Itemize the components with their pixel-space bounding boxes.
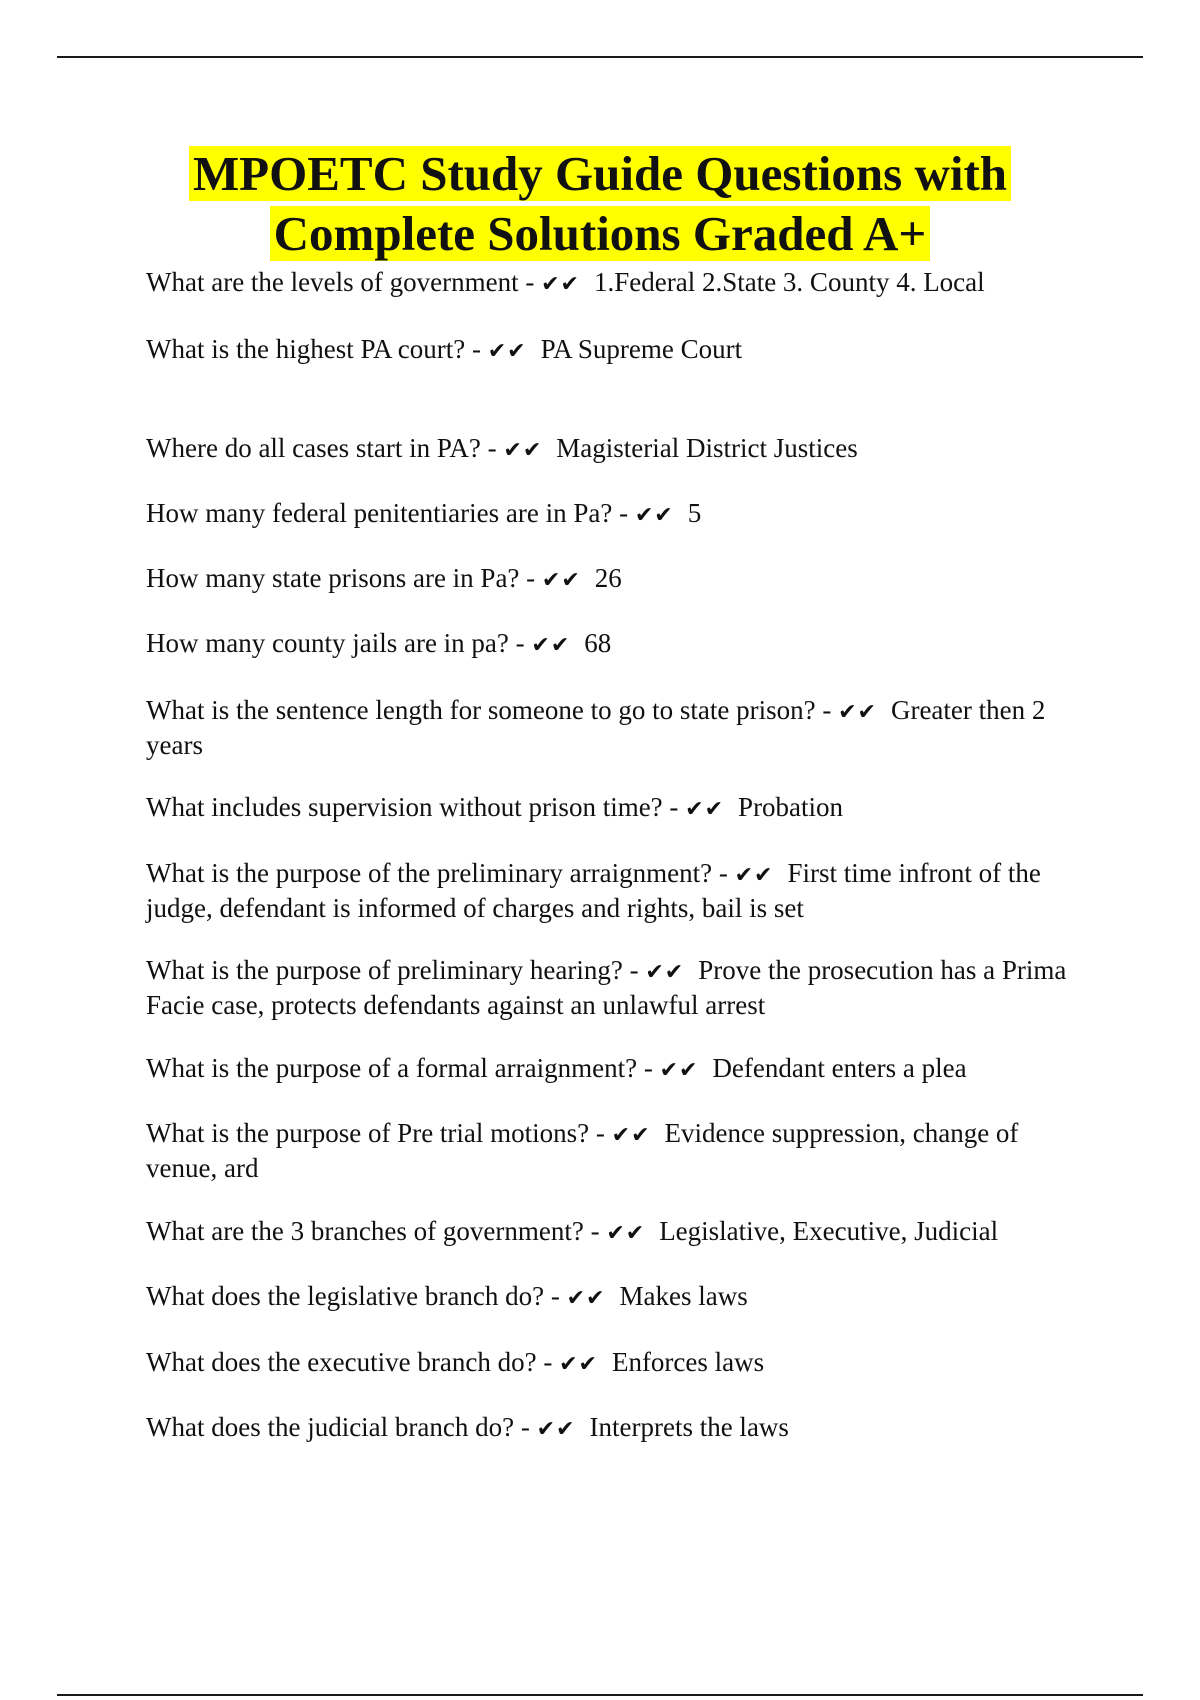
separator: -	[815, 695, 839, 725]
check-icon: ✔✔	[487, 339, 527, 364]
check-icon: ✔✔	[503, 438, 543, 463]
separator: -	[622, 955, 646, 985]
qa-item	[146, 1215, 1086, 1250]
answer-text: Magisterial District Justices	[556, 433, 858, 463]
question-text: What is the purpose of a formal arraignment?	[146, 1053, 638, 1083]
answer-text: 68	[584, 628, 612, 658]
check-icon: ✔✔	[611, 1123, 651, 1148]
qa-item	[146, 1052, 1086, 1087]
check-icon: ✔✔	[541, 272, 580, 297]
question-text: What is the purpose of preliminary hearing?	[146, 955, 623, 985]
question-text: What is the sentence length for someone to go to state prison?	[146, 695, 816, 725]
qa-item	[146, 1346, 1086, 1381]
answer-text: 5	[687, 498, 702, 528]
answer-text: Probation	[738, 792, 844, 822]
question-text: What does the judicial branch do?	[146, 1412, 515, 1442]
check-icon: ✔✔	[685, 797, 725, 822]
qa-item	[146, 1117, 1086, 1185]
qa-item	[146, 791, 1086, 826]
question-text: What is the purpose of the preliminary arraignment?	[146, 858, 713, 888]
question-text: How many state prisons are in Pa?	[146, 563, 520, 593]
qa-item	[146, 954, 1086, 1022]
answer-text: 1.Federal 2.State 3. County 4. Local	[593, 267, 985, 297]
qa-item	[146, 333, 1086, 368]
check-icon: ✔✔	[541, 568, 581, 593]
question-text: What is the highest PA court?	[146, 334, 466, 364]
question-text: What is the purpose of Pre trial motions?	[146, 1118, 590, 1148]
question-text: What does the executive branch do?	[146, 1347, 537, 1377]
top-rule	[57, 56, 1143, 58]
question-text: How many federal penitentiaries are in Pa?	[146, 498, 613, 528]
qa-item	[146, 432, 1086, 467]
answer-text: Enforces laws	[611, 1347, 765, 1377]
check-icon: ✔✔	[659, 1058, 699, 1083]
answer-text: Evidence suppression, change of venue, ard	[146, 1118, 1019, 1183]
separator: -	[536, 1347, 560, 1377]
check-icon: ✔✔	[645, 960, 685, 985]
title-line-2: Complete Solutions Graded A+	[270, 206, 931, 261]
question-text: How many county jails are in pa?	[146, 628, 509, 658]
answer-text: Interprets the laws	[589, 1412, 789, 1442]
question-text: Where do all cases start in PA?	[146, 433, 481, 463]
qa-item	[146, 1280, 1086, 1315]
answer-text: Defendant enters a plea	[712, 1053, 967, 1083]
bottom-rule	[57, 1694, 1143, 1696]
check-icon: ✔✔	[536, 1417, 576, 1442]
separator: -	[612, 498, 635, 528]
answer-text: Prove the prosecution has a Prima Facie case, protects defendants against an unlawful arrest	[146, 955, 1067, 1020]
question-text: What are the 3 branches of government?	[146, 1216, 584, 1246]
title-line-1: MPOETC Study Guide Questions with	[189, 146, 1011, 201]
question-text: What includes supervision without prison time?	[146, 792, 663, 822]
separator: -	[514, 1412, 537, 1442]
answer-text: 26	[594, 563, 622, 593]
check-icon: ✔✔	[838, 700, 877, 725]
check-icon: ✔✔	[559, 1352, 598, 1377]
separator: -	[589, 1118, 612, 1148]
qa-item	[146, 627, 1086, 662]
qa-item	[146, 266, 1086, 301]
check-icon: ✔✔	[634, 503, 674, 528]
answer-text: Greater then 2 years	[146, 695, 1046, 760]
qa-item	[146, 857, 1086, 925]
separator: -	[480, 433, 504, 463]
qa-item	[146, 1411, 1086, 1446]
qa-item	[146, 497, 1086, 532]
check-icon: ✔✔	[606, 1221, 646, 1246]
answer-text: Legislative, Executive, Judicial	[659, 1216, 999, 1246]
separator: -	[662, 792, 686, 822]
answer-text: First time infront of the judge, defendant is informed of charges and rights, bail is set	[146, 858, 1041, 923]
separator: -	[712, 858, 735, 888]
separator: -	[465, 334, 488, 364]
separator: -	[583, 1216, 607, 1246]
check-icon: ✔✔	[531, 633, 571, 658]
question-text: What does the legislative branch do?	[146, 1281, 545, 1311]
separator: -	[518, 267, 542, 297]
separator: -	[637, 1053, 660, 1083]
separator: -	[508, 628, 532, 658]
check-icon: ✔✔	[566, 1286, 606, 1311]
question-text: What are the levels of government	[146, 267, 519, 297]
separator: -	[519, 563, 542, 593]
separator: -	[544, 1281, 567, 1311]
answer-text: PA Supreme Court	[540, 334, 743, 364]
document-title	[100, 144, 1100, 264]
qa-item	[146, 562, 1086, 597]
qa-item	[146, 694, 1086, 762]
check-icon: ✔✔	[734, 863, 774, 888]
answer-text: Makes laws	[619, 1281, 748, 1311]
